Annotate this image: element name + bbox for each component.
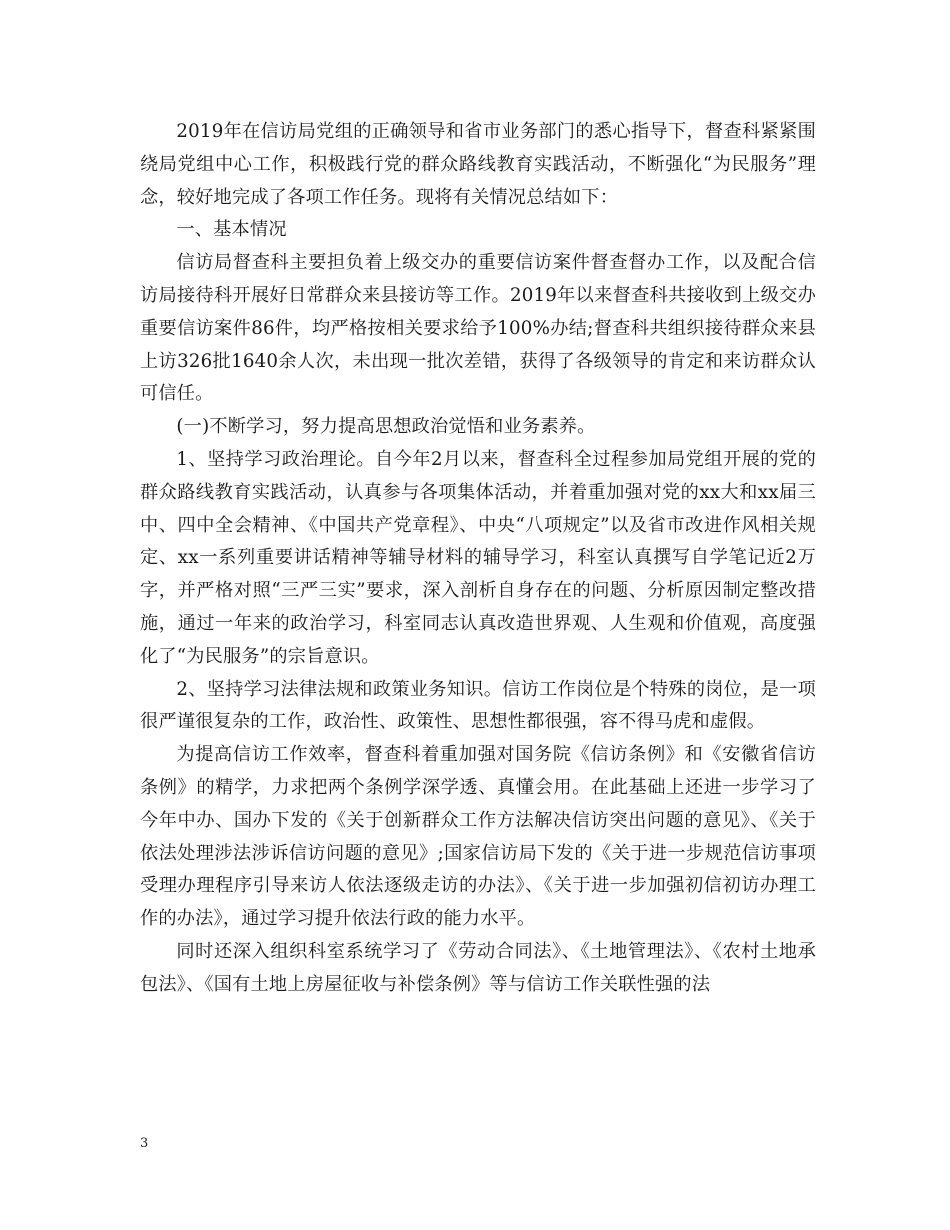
paragraph-basic-situation: 信访局督查科主要担负着上级交办的重要信访案件督查督办工作，以及配合信访局接待科开展好日常群众来县接访等工作。2019年以来督查科共接收到上级交办重要信访案件86件，均严格按相关要求给予100%办结;督查科共组织接待群众来县上访326批1640余人次，未出现一批次差错，获得了各级领导的肯定和来访群众认可信任。 (140, 252, 816, 405)
section-heading-basic-situation: 一、基本情况 (176, 219, 287, 241)
page-number: 3 (140, 1136, 149, 1151)
paragraph-intro: 2019年在信访局党组的正确领导和省市业务部门的悉心指导下，督查科紧紧围绕局党组中心工作，积极践行党的群众路线教育实践活动，不断强化“为民服务”理念，较好地完成了各项工作任务。现将有关情况总结如下： (140, 121, 816, 208)
paragraph-law-policy: 2、坚持学习法律法规和政策业务知识。信访工作岗位是个特殊的岗位，是一项很严谨很复杂的工作，政治性、政策性、思想性都很强，容不得马虎和虚假。 (140, 678, 816, 733)
paragraph-political-theory: 1、坚持学习政治理论。自今年2月以来，督查科全过程参加局党组开展的党的群众路线教育实践活动，认真参与各项集体活动，并着重加强对党的xx大和xx届三中、四中全会精神、《中国共产党章程》、中央“八项规定”以及省市改进作风相关规定、xx一系列重要讲话精神等辅导材料的辅导学习，科室认真撰写自学笔记近2万字，并严格对照“三严三实”要求，深入剖析自身存在的问题、分析原因制定整改措施，通过一年来的政治学习，科室同志认真改造世界观、人生观和价值观，高度强化了“为民服务”的宗旨意识。 (140, 448, 816, 667)
subsection-heading-study: (一)不断学习，努力提高思想政治觉悟和业务素养。 (176, 416, 596, 438)
paragraph-further-study: 同时还深入组织科室系统学习了《劳动合同法》、《土地管理法》、《农村土地承包法》、《国有土地上房屋征收与补偿条例》等与信访工作关联性强的法 (140, 940, 816, 995)
document-body (140, 116, 816, 1002)
paragraph-efficiency: 为提高信访工作效率，督查科着重加强对国务院《信访条例》和《安徽省信访条例》的精学，力求把两个条例学深学透、真懂会用。在此基础上还进一步学习了今年中办、国办下发的《关于创新群众工作方法解决信访突出问题的意见》、《关于依法处理涉法涉诉信访问题的意见》;国家信访局下发的《关于进一步规范信访事项受理办理程序引导来访人依法逐级走访的办法》、《关于进一步加强初信初访办理工作的办法》，通过学习提升依法行政的能力水平。 (140, 744, 816, 930)
